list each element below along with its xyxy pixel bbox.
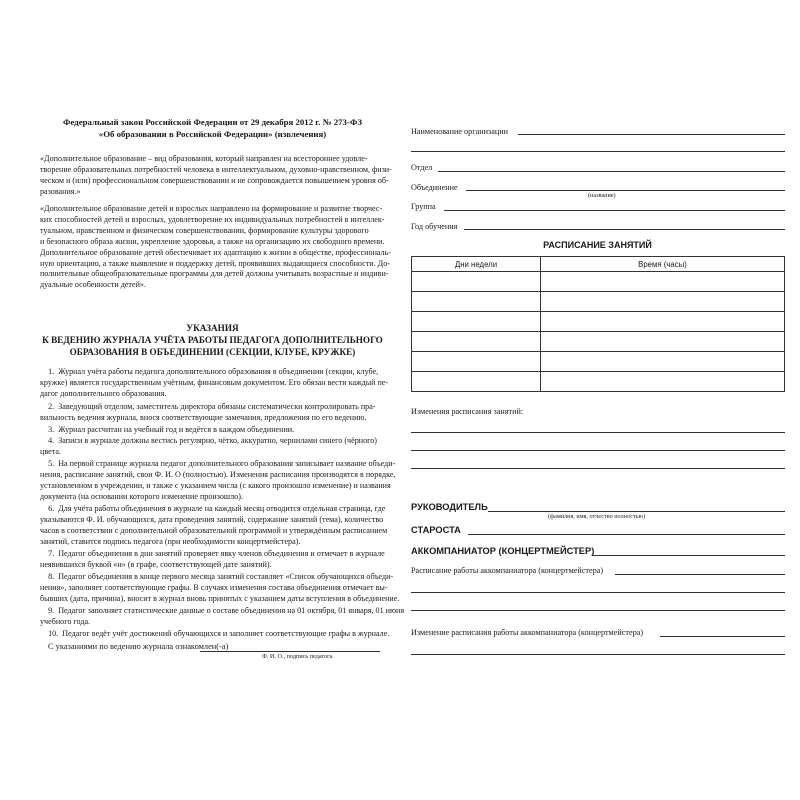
instruction-item-9: 9. Педагог заполняет статистические данные о составе объединения на 01 октября, 01 января, 01 июня учебного года. bbox=[40, 606, 405, 626]
instruction-item-6: 6. Для учёта работы объединения в журнале на каждый месяц отводится отдельная страница, где указываются Ф. И. обучающихся, дата проведения занятий, содержание занятий (тема), количество часов в соответствии с дополнительной образовательной программой и утверждённым расписанием занятий, ставится подпись педагога (при необходимости концертмейстера). bbox=[40, 504, 388, 546]
association-input-line[interactable] bbox=[466, 190, 785, 191]
accompanist-changes-line[interactable] bbox=[411, 654, 785, 655]
accompanist-schedule-label: Расписание работы аккомпаниатора (концертмейстера) bbox=[411, 566, 604, 575]
acknowledge-sublabel: Ф. И. О., подпись педагога bbox=[262, 653, 333, 660]
monitor-label: СТАРОСТА bbox=[411, 525, 461, 535]
accompanist-changes-line[interactable] bbox=[660, 636, 785, 637]
schedule-changes-line[interactable] bbox=[411, 468, 785, 469]
instruction-item-10: 10. Педагог ведёт учёт достижений обучающихся и заполняет соответствующие графы в журнале. bbox=[40, 629, 390, 638]
instruction-item-3: 3. Журнал рассчитан на учебный год и ведётся в каждом объединении. bbox=[40, 425, 295, 434]
instruction-item-1: 1. Журнал учёта работы педагога дополнительного образования в объединении (секции, клубе, кружке) является государственным учётным, финансовым документом. Его обязан вести каждый пе- дагог дополнительного образования. bbox=[40, 367, 389, 398]
org-input-line-2[interactable] bbox=[411, 151, 785, 152]
schedule-row bbox=[412, 312, 785, 332]
schedule-row bbox=[412, 332, 785, 352]
schedule-changes-label: Изменения расписания занятий: bbox=[411, 407, 524, 416]
schedule-cell[interactable] bbox=[412, 312, 541, 332]
accompanist-schedule-line[interactable] bbox=[411, 592, 785, 593]
acknowledge-label: С указаниями по ведению журнала ознакомлен(-а) bbox=[48, 642, 229, 651]
org-label: Наименование организации bbox=[411, 127, 509, 136]
schedule-row bbox=[412, 352, 785, 372]
accompanist-schedule-line[interactable] bbox=[411, 610, 785, 611]
org-input-line[interactable] bbox=[518, 134, 785, 135]
schedule-row bbox=[412, 292, 785, 312]
instructions-title: УКАЗАНИЯ К ВЕДЕНИЮ ЖУРНАЛА УЧЁТА РАБОТЫ ПЕДАГОГА ДОПОЛНИТЕЛЬНОГО ОБРАЗОВАНИЯ В ОБЪЕДИНЕНИИ (СЕКЦИИ, КЛУБЕ, КРУЖКЕ) bbox=[42, 323, 383, 357]
schedule-row bbox=[412, 272, 785, 292]
instruction-item-2: 2. Заведующий отделом, заместитель директора обязаны систематически контролировать пра- вильность ведения журнала, внося соответствующие замечания, предложения по его ведению. bbox=[40, 402, 376, 422]
accompanist-label: АККОМПАНИАТОР (КОНЦЕРТМЕЙСТЕР) bbox=[411, 546, 595, 556]
schedule-table bbox=[411, 256, 785, 392]
schedule-cell[interactable] bbox=[541, 312, 785, 332]
schedule-row bbox=[412, 372, 785, 392]
dept-input-line[interactable] bbox=[438, 171, 785, 172]
group-input-line[interactable] bbox=[444, 210, 785, 211]
schedule-header-days: Дни недели bbox=[412, 257, 541, 272]
instruction-item-8: 8. Педагог объединения в конце первого месяца занятий составляет «Список обучающихся объеди- нения», заполняет соответствующие графы. В случаях изменения состава объединения отмечает вы- бывших (дата, причина), вносит в журнал вновь принятых с указанием даты вступления в объединение. bbox=[40, 572, 400, 603]
law-paragraph-1: «Дополнительное образование – вид образования, который направлен на всестороннее удовле- творение образовательных потребностей человека в интеллектуальном, духовно-нравственном, физи- ческом и (или) профессиональном совершенствовании и не сопровождается повышением уровня об- разования.» bbox=[40, 154, 392, 196]
schedule-cell[interactable] bbox=[541, 372, 785, 392]
association-sublabel: (название) bbox=[588, 192, 616, 199]
schedule-cell[interactable] bbox=[412, 272, 541, 292]
accompanist-changes-label: Изменение расписания работы аккомпаниатора (концертмейстера) bbox=[411, 628, 644, 637]
law-title: Федеральный закон Российской Федерации от 29 декабря 2012 г. № 273-ФЗ «Об образовании в Российской Федерации» (извлечения) bbox=[62, 117, 363, 139]
schedule-cell[interactable] bbox=[412, 332, 541, 352]
head-label: РУКОВОДИТЕЛЬ bbox=[411, 502, 488, 512]
law-paragraph-2: «Дополнительное образование детей и взрослых направлено на формирование и развитие творчес- ких способностей детей и взрослых, удовлетворение их индивидуальных потребностей в интеллек- туальном, нравственном и физическом совершенствовании, формирование культуры здорового и безопасного образа жизни, укрепление здоровья, а также на организацию их свободного времени. Дополнительное образование детей обеспечивает их адаптацию к жизни в обществе, профессиональ- ную ориентацию, а также выявление и поддержку детей, проявивших выдающиеся способности. До- полнительные общеобразовательные программы для детей должны учитывать возрастные и индиви- дуальные особенности детей». bbox=[40, 204, 391, 290]
schedule-cell[interactable] bbox=[541, 332, 785, 352]
schedule-cell[interactable] bbox=[541, 272, 785, 292]
schedule-cell[interactable] bbox=[412, 292, 541, 312]
schedule-cell[interactable] bbox=[412, 352, 541, 372]
monitor-input-line[interactable] bbox=[468, 534, 785, 535]
year-input-line[interactable] bbox=[464, 229, 785, 230]
dept-label: Отдел bbox=[411, 163, 433, 172]
schedule-title: РАСПИСАНИЕ ЗАНЯТИЙ bbox=[543, 240, 652, 250]
schedule-cell[interactable] bbox=[412, 372, 541, 392]
schedule-cell[interactable] bbox=[541, 292, 785, 312]
group-label: Группа bbox=[411, 202, 436, 211]
association-label: Объединение bbox=[411, 183, 458, 192]
instruction-item-4: 4. Записи в журнале должны вестись регулярно, чётко, аккуратно, чернилами синего (чёрного) цвета. bbox=[40, 436, 377, 456]
accompanist-input-line[interactable] bbox=[592, 555, 785, 556]
instruction-item-5: 5. На первой странице журнала педагог дополнительного образования записывает название объеди- нения, расписание занятий, свои Ф. И. О (полностью). Изменения расписания производятся в порядке, установленном в учреждении, и также с указанием числа (с какого произошло изменение) и названия документа (на основании которого изменение произошло). bbox=[40, 459, 396, 501]
schedule-header-row bbox=[412, 257, 785, 272]
schedule-changes-line[interactable] bbox=[411, 450, 785, 451]
schedule-header-time: Время (часы) bbox=[541, 257, 785, 272]
schedule-cell[interactable] bbox=[541, 352, 785, 372]
accompanist-schedule-line[interactable] bbox=[615, 574, 785, 575]
year-label: Год обучения bbox=[411, 222, 458, 231]
schedule-changes-line[interactable] bbox=[411, 432, 785, 433]
head-sublabel: (фамилия, имя, отчество полностью) bbox=[548, 513, 646, 520]
instruction-item-7: 7. Педагог объединения в дни занятий проверяет явку членов объединения и отмечает в журнале неявившихся буквой «н» (в графе, соответствующей дате занятий). bbox=[40, 549, 385, 569]
